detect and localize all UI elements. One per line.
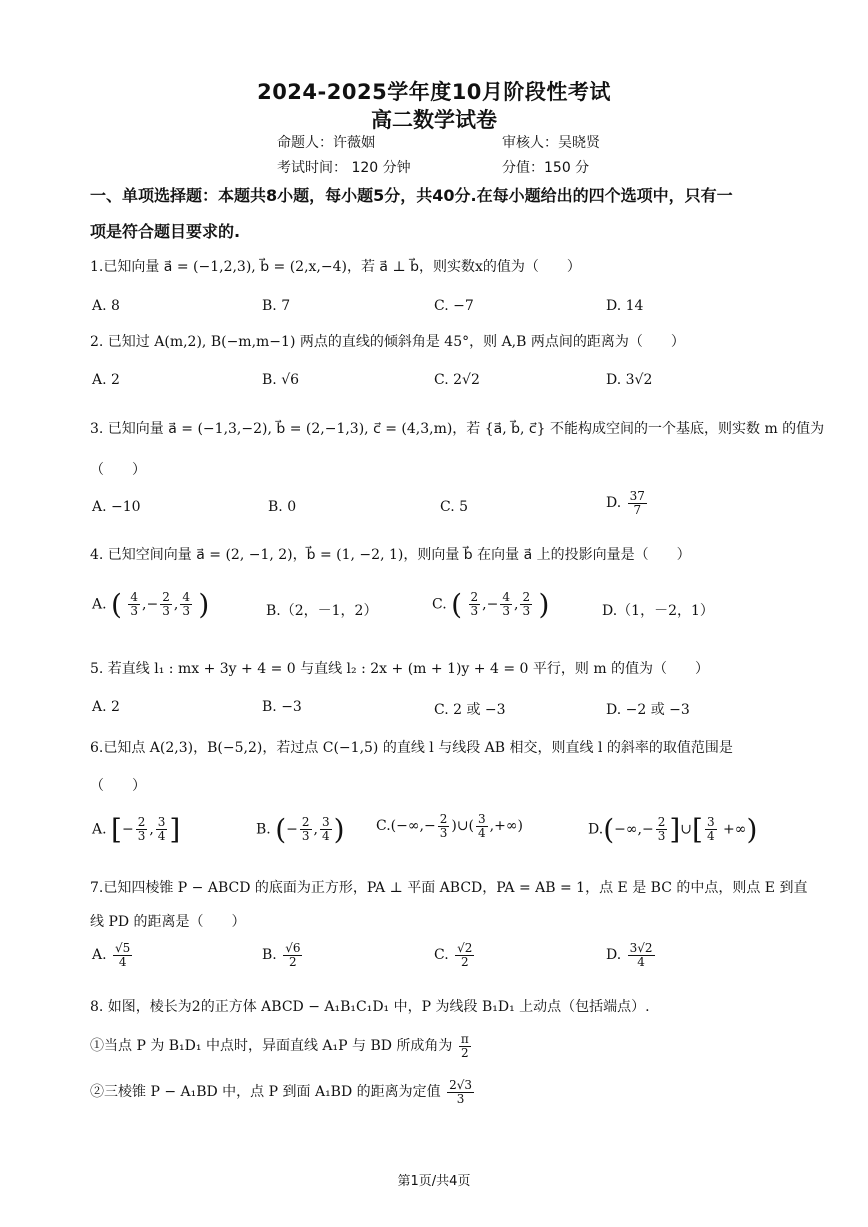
item-2-text: ②三棱锥 P − A₁BD 中，点 P 到面 A₁BD 的距离为定值: [90, 1084, 441, 1101]
bracket-close: ]: [669, 813, 681, 846]
frac-den: 3: [522, 604, 531, 618]
question-8-item-2: [90, 1079, 476, 1105]
question-5-option-d: D. −2 或 −3: [606, 702, 690, 718]
question-7-stem: 7.已知四棱锥 P − ABCD 的底面为正方形，PA ⊥ 平面 ABCD，PA = AB = 1，点 E 是 BC 的中点，则点 E 到直: [90, 880, 808, 896]
option-c-label: C.: [432, 596, 447, 613]
question-7-stem-cont: 线 PD 的距离是（ ）: [90, 914, 246, 930]
exam-time: 考试时间： 120 分钟: [277, 160, 411, 176]
question-6-stem-cont: （ ）: [90, 778, 146, 794]
question-3-option-c: C. 5: [440, 499, 469, 515]
question-5-stem: 5. 若直线 l₁ : mx + 3y + 4 = 0 与直线 l₂ : 2x + (m + 1)y + 4 = 0 平行，则 m 的值为（ ）: [90, 661, 710, 677]
bracket-open: [: [692, 813, 703, 846]
frac: $\frac{3}{4}$: [321, 815, 330, 843]
paren-close: ): [746, 813, 758, 846]
question-3-option-d: [606, 490, 649, 516]
question-4-stem: 4. 已知空间向量 a⃗ = (2, −1, 2)，b⃗ = (1, −2, 1)，则向量 b⃗ 在向量 a⃗ 上的投影向量是（ ）: [90, 547, 691, 563]
question-5-option-a: A. 2: [92, 699, 120, 715]
question-2-option-a: A. 2: [92, 372, 120, 388]
question-1-option-b: B. 7: [262, 298, 291, 314]
paren-close: ): [198, 588, 210, 621]
paren-close: ): [333, 813, 345, 846]
question-1-stem: 1.已知向量 a⃗ = (−1,2,3), b⃗ = (2,x,−4)，若 a⃗ ⊥ b⃗，则实数x的值为（ ）: [90, 259, 581, 275]
question-3-stem-cont: （ ）: [90, 462, 146, 478]
frac-a3: [180, 591, 192, 617]
option-c-label: C.: [434, 947, 449, 964]
question-4-option-a: A. ( $\frac{4}{3}$ ,− $\frac{2}{3}$ , $\frac{4}{3}$ ): [92, 588, 210, 621]
question-1-option-a: A. 8: [92, 298, 120, 314]
exam-score: 分值：150 分: [502, 160, 590, 176]
frac: $\frac{2}{3}$: [301, 815, 310, 843]
frac-c2: [500, 591, 512, 617]
question-2-stem: 2. 已知过 A(m,2), B(−m,m−1) 两点的直线的倾斜角是 45°，则 A,B 两点间的距离为（ ）: [90, 334, 685, 350]
frac-num: 37: [629, 489, 645, 503]
paren-open: (: [111, 588, 122, 621]
question-3-option-b: B. 0: [268, 499, 297, 515]
question-4-option-b: B.（2，－1，2）: [266, 603, 378, 619]
frac-den: 3: [162, 604, 170, 618]
frac-c3: [520, 591, 532, 617]
question-4-option-d: D.（1，－2，1）: [602, 603, 714, 619]
question-1-option-d: D. 14: [606, 298, 644, 314]
frac: $\frac{√5}{4}$: [115, 941, 131, 969]
question-1-option-c: C. −7: [434, 298, 474, 314]
frac: $\frac{2}{3}$: [137, 815, 146, 843]
option-a-label: A.: [92, 947, 107, 964]
frac: $\frac{√2}{2}$: [457, 941, 473, 969]
paren-open: (: [603, 813, 615, 846]
question-6-option-b: B. (− $\frac{2}{3}$ , $\frac{3}{4}$ ): [256, 813, 345, 846]
frac-den: 3: [470, 604, 479, 618]
question-7-option-c: [434, 942, 476, 968]
frac-den: 7: [633, 502, 642, 517]
option-c-label: C.: [376, 818, 391, 835]
option-a-label: A.: [92, 596, 107, 613]
frac-num: 4: [130, 590, 139, 605]
exam-title: 2024-2025学年度10月阶段性考试: [257, 80, 611, 104]
item-1-text: ①当点 P 为 B₁D₁ 中点时，异面直线 A₁P 与 BD 所成角为: [90, 1038, 453, 1055]
question-7-option-a: [92, 942, 134, 968]
option-d-fraction: [628, 490, 647, 516]
frac: $\frac{3}{4}$: [157, 815, 166, 843]
option-d-label: D.: [606, 495, 622, 512]
reviewer-label: 审核人：吴晓贤: [502, 135, 600, 151]
page-footer: 第1页/共4页: [397, 1174, 471, 1189]
paren-open: (: [451, 588, 463, 621]
frac-num: 2: [470, 590, 479, 605]
exam-subtitle: 高二数学试卷: [371, 108, 497, 132]
frac-num: 4: [182, 590, 190, 605]
question-8-item-1: [90, 1033, 473, 1059]
section-heading-cont: 项是符合题目要求的.: [90, 222, 241, 241]
frac-num: 4: [502, 590, 510, 605]
frac: $\frac{3}{4}$: [706, 815, 715, 843]
option-d-label: D.: [606, 947, 622, 964]
frac-c1: [469, 591, 481, 617]
question-2-option-d: D. 3√2: [606, 372, 653, 388]
frac: $\frac{\pi}{2}$: [460, 1032, 469, 1060]
frac: $\frac{2√3}{3}$: [449, 1078, 473, 1106]
setter-label: 命题人：许薇姻: [277, 135, 375, 151]
frac: $\frac{2}{3}$: [657, 815, 666, 843]
frac-den: 3: [502, 604, 510, 618]
question-7-option-d: [606, 942, 657, 968]
frac-a1: [128, 591, 140, 617]
frac: $\frac{3}{4}$: [478, 812, 486, 840]
question-3-stem: 3. 已知向量 a⃗ = (−1,3,−2), b⃗ = (2,−1,3), c⃗ = (4,3,m)，若 {a⃗, b⃗, c⃗} 不能构成空间的一个基底，则实数 m 的值为: [90, 421, 825, 437]
frac: $\frac{√6}{2}$: [285, 941, 301, 969]
question-2-option-c: C. 2√2: [434, 372, 480, 388]
question-7-option-b: [262, 942, 304, 968]
frac: $\frac{2}{3}$: [439, 812, 448, 840]
paren-open: (: [275, 813, 287, 846]
question-3-option-a: A. −10: [92, 499, 141, 515]
option-b-label: B.: [262, 947, 277, 964]
question-6-option-a: A. [− $\frac{2}{3}$ , $\frac{3}{4}$ ]: [92, 813, 181, 846]
paren-close: ): [538, 588, 550, 621]
bracket-close: ]: [169, 813, 181, 846]
frac-den: 3: [182, 604, 190, 618]
question-6-option-c: C.(−∞,− $\frac{2}{3}$ )∪( $\frac{3}{4}$ ,+∞): [376, 812, 523, 840]
option-a-label: A.: [92, 821, 107, 838]
question-6-stem: 6.已知点 A(2,3)，B(−5,2)，若过点 C(−1,5) 的直线 l 与线段 AB 相交，则直线 l 的斜率的取值范围是: [90, 740, 733, 756]
frac-num: 2: [522, 590, 531, 605]
question-8-stem: 8. 如图，棱长为2的正方体 ABCD − A₁B₁C₁D₁ 中，P 为线段 B₁D₁ 上动点（包括端点）.: [90, 999, 650, 1015]
frac-den: 3: [130, 604, 139, 618]
option-b-label: B.: [256, 821, 271, 838]
option-d-label: D.: [588, 821, 604, 838]
bracket-open: [: [111, 813, 122, 846]
question-6-option-d: D.(−∞,− $\frac{2}{3}$ ]∪[ $\frac{3}{4}$ +∞): [588, 813, 758, 846]
question-5-option-c: C. 2 或 −3: [434, 702, 506, 718]
question-2-option-b: B. √6: [262, 372, 300, 388]
question-5-option-b: B. −3: [262, 699, 302, 715]
frac-a2: [160, 591, 172, 617]
frac: $\frac{3√2}{4}$: [629, 941, 653, 969]
question-4-option-c: C. ( $\frac{2}{3}$ ,− $\frac{4}{3}$ , $\frac{2}{3}$ ): [432, 588, 550, 621]
frac-num: 2: [162, 590, 170, 605]
section-heading: 一、单项选择题：本题共8小题，每小题5分，共40分.在每小题给出的四个选项中，只有一: [90, 186, 733, 205]
